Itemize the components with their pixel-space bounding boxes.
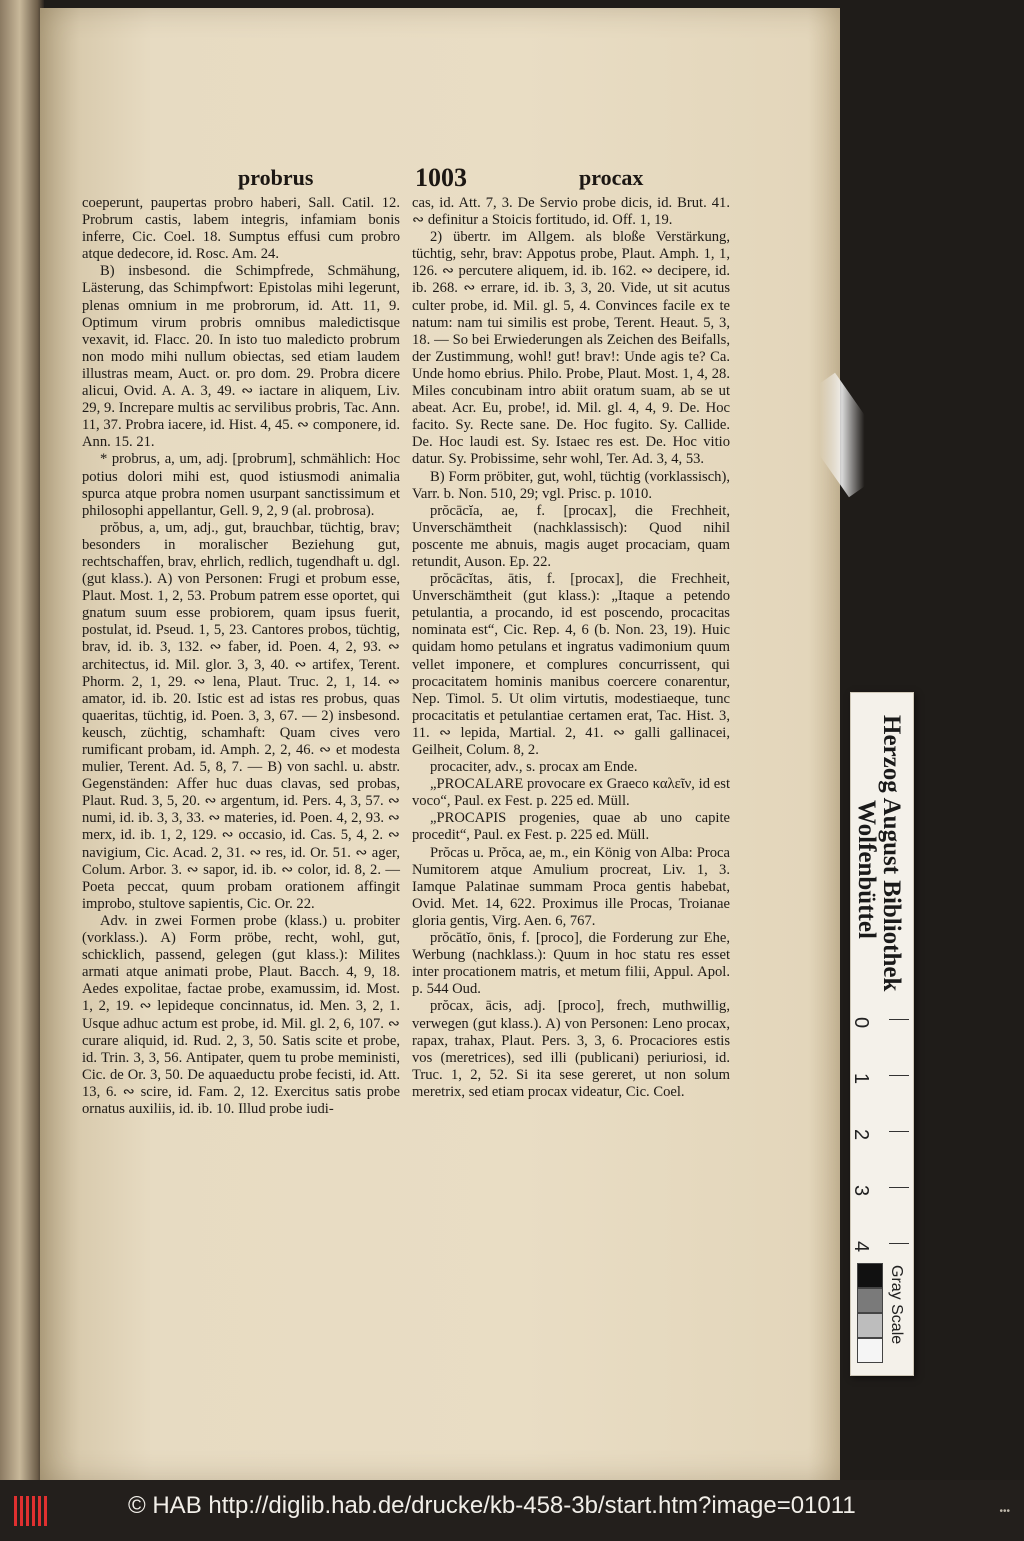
- tick-label: 4: [850, 1240, 873, 1253]
- left-guideword: probrus: [238, 165, 314, 190]
- gray-swatch: [857, 1263, 883, 1288]
- source-credit-link[interactable]: © HAB http://diglib.hab.de/drucke/kb-458-3b/start.htm?image=01011: [128, 1492, 856, 1519]
- gray-scale-swatches: [857, 1263, 883, 1363]
- gray-swatch: [857, 1313, 883, 1338]
- entry-procatio: prŏcātĭo, ōnis, f. [proco], die Forderung zur Ehe, Werbung (nachklass.): Quum in hoc statu res esset inter procationem matris, et metum filii, Appul. Apol. p. 544 Oud.: [412, 930, 730, 998]
- tick-label: 0: [850, 1016, 873, 1029]
- entry-probus: prŏbus, a, um, adj., gut, brauchbar, tüchtig, brav; besonders in moralischer Beziehung gut, rechtschaffen, brav, ehrlich, redlich, tugendhaft u. dgl. (gut klass.). A) von Personen: Frugi et probum esse, Plaut. Most. 1, 2, 53. Probum patrem esse oportet, qui gnatum suum esse probiorem, quam ipsus fuerit, postulat, id. Pseud. 1, 5, 23. Cantores probos, tüchtig, brav, id. ib. 3, 132. ∾ faber, id. Poen. 4, 2, 93. ∾ architectus, id. Mil. glor. 3, 3, 40. ∾ artifex, Terent. Phorm. 2, 1, 29. ∾ lena, Plaut. Truc. 2, 1, 14. ∾ amator, id. ib. 20. Istic est ad istas res probus, quas quaeritas, tüchtig, id. Poen. 3, 3, 67. — 2) insbesond. keusch, züchtig, schamhaft: Quam cives vero rumificant probam, id. Amph. 2, 2, 46. ∾ et modesta mulier, Terent. Ad. 5, 8, 7. — B) von sachl. u. abstr. Gegenständen: Affer huc duas clavas, sed probas, Plaut. Rud. 3, 5, 20. ∾ argentum, id. Pers. 4, 3, 57. ∾ numi, id. ib. 3, 3, 33. ∾ materies, id. Poen. 4, 2, 93. ∾ merx, id. ib. 1, 2, 129. ∾ occasio, id. Cas. 5, 4, 2. ∾ navigium, Cic. Acad. 2, 31. ∾ res, id. Or. 51. ∾ ager, Colum. Arbor. 3. ∾ sapor, id. ib. ∾ color, id. 8, 2. — Poeta peccat, quum probam orationem affingit improbo, stultove sapientis, Cic. Or. 22.: [82, 519, 400, 912]
- tick-mark: [889, 1131, 909, 1132]
- paragraph: B) Form pröbiter, gut, wohl, tüchtig (vorklassisch), Varr. b. Non. 510, 29; vgl. Prisc. p. 1010.: [412, 468, 730, 502]
- reference-ruler: [850, 692, 914, 1376]
- right-text-column: [412, 195, 730, 1101]
- entry-procax: prŏcax, ācis, adj. [proco], frech, muthwillig, verwegen (gut klass.). A) von Personen: Leno procax, rapax, trahax, Plaut. Pers. 3, 3, 6. Procaciores estis vos (meretrices), sed illi (publicani) periuriosi, id. Truc. 1, 2, 52. Si ita sese gereret, ut non solum meretrix, sed etiam procax videatur, Cic. Coel.: [412, 998, 730, 1100]
- entry-procas: Prŏcas u. Prŏca, ae, m., ein König von Alba: Proca Numitorem atque Amulium procreat, Liv. 1, 3. Iamque Palatinae summam Proca gentis habebat, Ovid. Met. 14, 622. Proximus ille Procas, Troianae gloria gentis, Virg. Aen. 6, 767.: [412, 844, 730, 929]
- right-guideword: procax: [579, 165, 644, 190]
- tick-mark: [889, 1187, 909, 1188]
- library-city: Wolfenbüttel: [853, 800, 880, 939]
- paragraph: B) insbesond. die Schimpfrede, Schmähung, Lästerung, das Schimpfwort: Epistolas mihi legerunt, plenas omnium in me probrorum, id. Att. 11, 9. Optimum virum probris omnibus maledictisque vexavit, id. Flacc. 20. In isto tuo maledicto probrum non modo mihi nullum obiectas, sed etiam laudem illustras meam, Auct. or. pro dom. 29. Probra dicere alicui, Ovid. A. A. 3, 49. ∾ iactare in aliquem, Liv. 29, 9. Increpare multis ac servilibus probris, Tac. Ann. 11, 37. Probra iacere, id. Hist. 4, 45. ∾ componere, id. Ann. 15. 21.: [82, 263, 400, 451]
- tick-label: 1: [850, 1072, 873, 1085]
- ruler-scale: [851, 1011, 913, 1251]
- entry-procacia: prŏcācĭa, ae, f. [procax], die Frechheit, Unverschämtheit (nachklassisch): Quod nihil poscente me abnuis, magis auget procaciam, quam retundit, Auson. Ep. 22.: [412, 502, 730, 570]
- adjacent-page-text: [2, 100, 40, 1400]
- entry-probrus: * probrus, a, um, adj. [probrum], schmählich: Hoc potius dolori mihi est, quod istiusmodi animalia spurca atque probra nomen usurpant sanctissimum et philosophi appellantur, Gell. 9, 2, 9 (al. probrosa).: [82, 451, 400, 519]
- tick-mark: [889, 1019, 909, 1020]
- footer-bar: [0, 1480, 1024, 1541]
- paragraph: cas, id. Att. 7, 3. De Servio probe dicis, id. Brut. 41. ∾ definitur a Stoicis fortitudo, id. Off. 1, 19.: [412, 195, 730, 229]
- footer-dots: •••: [999, 1506, 1010, 1517]
- entry-procapis: „PROCAPIS progenies, quae ab uno capite procedit“, Paul. ex Fest. p. 225 ed. Müll.: [412, 810, 730, 844]
- hab-logo: [14, 1496, 50, 1526]
- tick-label: 3: [850, 1184, 873, 1197]
- gray-scale-label: Gray Scale: [888, 1265, 905, 1345]
- adjacent-page-edge: [0, 0, 44, 1480]
- page-number: 1003: [415, 163, 467, 192]
- entry-procalare: „PROCALARE provocare ex Graeco καλεῖν, id est voco“, Paul. ex Fest. p. 225 ed. Müll.: [412, 776, 730, 810]
- gray-swatch: [857, 1338, 883, 1363]
- tick-mark: [889, 1243, 909, 1244]
- paragraph: 2) übertr. im Allgem. als bloße Verstärkung, tüchtig, sehr, brav: Appotus probe, Plaut. Amph. 1, 1, 126. ∾ percutere aliquem, id. ib. 162. ∾ decipere, id. ib. 268. ∾ errare, id. ib. 3, 3, 20. Vide, ut sit acutus culter probe, id. Mil. gl. 5, 4. Convinces facile ex te natum: nam tui similis est probe, Terent. Heaut. 5, 3, 18. — So bei Erwiederungen als Zeichen des Beifalls, der Zustimmung, wohl! gut! brav!: Unde agis te? Ca. Unde homo ebrius. Philo. Probe, Plaut. Most. 1, 4, 28. Miles concubinam intro abiit oratum suam, ab se ut abeat. Acr. Eu, probe!, id. Mil. gl. 4, 4, 9. De. Hoc facito. Sy. Recte sane. De. Hoc fugito. Sy. Callide. De. Hoc laudi est. Sy. Istaec res est. De. Hoc vitio datur. Sy. Probissime, sehr wohl, Ter. Ad. 3, 4, 53.: [412, 229, 730, 468]
- tick-label: 2: [850, 1128, 873, 1141]
- left-text-column: [82, 195, 400, 1118]
- library-name: Herzog August Bibliothek: [878, 715, 905, 992]
- tick-mark: [889, 1075, 909, 1076]
- paragraph: coeperunt, paupertas probro haberi, Sall. Catil. 12. Probrum castis, labem integris, infamiam bonis inferre, Cic. Coel. 18. Sumptus effusi cum probro atque dedecore, id. Rosc. Am. 24.: [82, 195, 400, 263]
- entry-procacitas: prŏcācĭtas, ātis, f. [procax], die Frechheit, Unverschämtheit (gut klass.): „Itaque a petendo petulantia, a procando, id est poscendo, procacitas nominata est“, Cic. Rep. 4, 6 (b. Non. 23, 19). Huic quidam homo petulans et ingratus vadimonium quum vellet imponere, et complures concurrissent, qui procacitatem hominis manibus coercere conarentur, Nep. Timol. 5. Ut olim virtutis, modestiaeque, tunc procacitatis et petulantiae certamen erat, Tac. Hist. 3, 11. ∾ lepida, Martial. 2, 41. ∾ galli gallinacei, Geilheit, Colum. 8, 2.: [412, 571, 730, 758]
- running-header: [200, 165, 820, 195]
- entry-procaciter: procaciter, adv., s. procax am Ende.: [430, 759, 638, 776]
- gray-swatch: [857, 1288, 883, 1313]
- paragraph: Adv. in zwei Formen probe (klass.) u. probiter (vorklass.). A) Form pröbe, recht, wohl, gut, schicklich, passend, gelegen (gut klass.): Milites armati atque animati probe, Plaut. Bacch. 4, 9, 18. Aedes expolitae, factae probe, examussim, id. Most. 1, 2, 19. ∾ lepideque concinnatus, id. Men. 3, 2, 1. Usque adhuc actum est probe, id. Mil. gl. 2, 6, 107. ∾ curare aliquid, id. Rud. 2, 3, 50. Satis scite et probe, id. Trin. 3, 3, 56. Antipater, quem tu probe meministi, Cic. de Or. 3, 50. De aquaeductu probe fecisti, id. Att. 13, 6. ∾ scire, id. Fam. 2, 12. Exercitus satis probe ornatus auxiliis, id. ib. 10. Illud probe iudi-: [82, 912, 400, 1117]
